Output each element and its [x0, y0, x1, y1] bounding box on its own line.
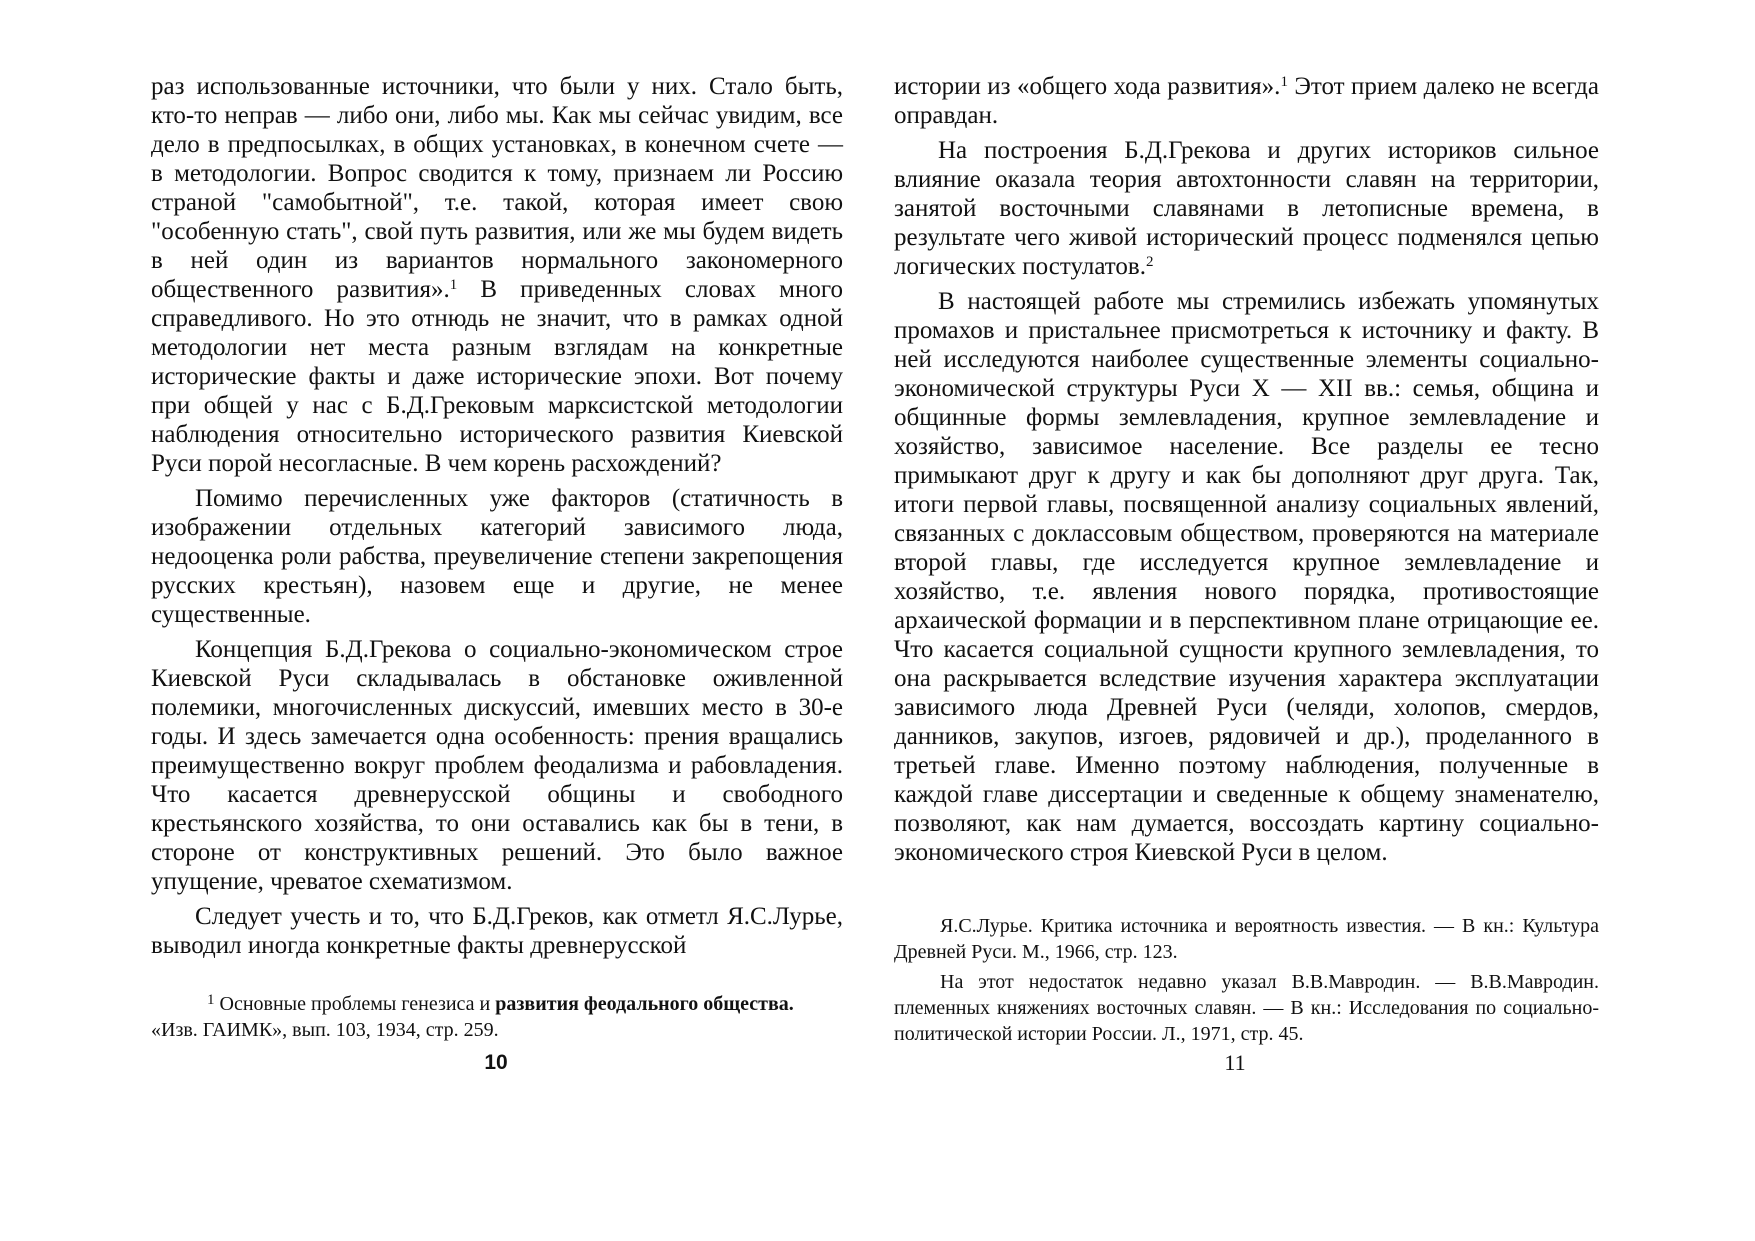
footnote: Я.С.Лурье. Критика источника и вероятность известия. — В кн.: Культура Древней Руси. М., 1966, стр. 123.: [894, 915, 1599, 963]
footnote-reference: 1: [449, 277, 458, 293]
footnote: На этот недостаток недавно указал В.В.Мавродин. — В.В.Мавродин. племенных княжениях восточных славян. — В кн.: Исследования по социально-политической истории России. Л., 1971, стр. 45.: [894, 971, 1599, 1045]
footnote: [151, 991, 843, 1017]
paragraph: [894, 136, 1599, 281]
page-number: 11: [1224, 1050, 1246, 1075]
left-page: [0, 0, 877, 1241]
paragraph: [151, 72, 843, 478]
left-page-footnotes: [151, 991, 843, 1043]
footnote-text: Основные проблемы генезиса и: [214, 993, 496, 1015]
paragraph: Следует учесть и то, что Б.Д.Греков, как отметл Я.С.Лурье, выводил иногда конкретные факты древнерусской: [151, 903, 843, 959]
paragraph: Помимо перечисленных уже факторов (статичность в изображении отдельных категорий зависимого люда, недооценка роли рабства, преувеличение степени закрепощения русских крестьян), назовем еще и другие, не менее существенные.: [151, 485, 843, 628]
paragraph-text: истории из «общего хода развития».: [894, 73, 1281, 100]
paragraph-text: Этот прием далеко не всегда оправдан.: [894, 73, 1599, 129]
paragraph: В настоящей работе мы стремились избежать упомянутых промахов и пристальнее присмотреться к источнику и факту. В ней исследуются наиболее существенные элементы социально-экономической структуры Руси X — XII вв.: семья, община и общинные формы землевладения, крупное землевладение и хозяйство, зависимое население. Все разделы ее тесно примыкают друг к другу и как бы дополняют друг друга. Так, итоги первой главы, посвященной анализу социальных явлений, связанных с доклассовым обществом, проверяются на материале второй главы, где исследуется крупное землевладение и хозяйство, т.е. явления нового порядка, противостоящие архаической формации и в перспективном плане отрицающие ее. Что касается социальной сущности крупного землевладения, то она раскрывается вследствие изучения характера эксплуатации зависимого люда Древней Руси (челяди, холопов, смердов, данников, закупов, изгоев, рядовичей и др.), проделанного в третьей главе. Именно поэтому наблюдения, полученные в каждой главе диссертации и сведенные к общему знаменателю, позволяют, как нам думается, воссоздать картину социально-экономического строя Киевской Руси в целом.: [894, 288, 1599, 866]
paragraph: [894, 72, 1599, 130]
right-page: [877, 0, 1755, 1241]
left-page-body-text: [151, 72, 843, 960]
footnote-line: «Изв. ГАИМК», вып. 103, 1934, стр. 259.: [151, 1019, 499, 1041]
footnote-bold-text: развития феодального общества.: [495, 993, 794, 1015]
footnote-reference: 2: [1145, 254, 1154, 270]
footnote-reference: 1: [1280, 74, 1288, 90]
paragraph: Концепция Б.Д.Грекова о социально-экономическом строе Киевской Руси складывалась в обстановке оживленной полемики, многочисленных дискуссий, имевших место в 30-е годы. И здесь замечается одна особенность: прения вращались преимущественно вокруг проблем феодализма и рабовладения. Что касается древнерусской общины и свободного крестьянского хозяйства, то они оставались как бы в тени, в стороне от конструктивных решений. Это было важное упущение, чреватое схематизмом.: [151, 636, 843, 895]
paragraph-text: В приведенных словах много справедливого. Но это отнюдь не значит, что в рамках одной методологии нет места разным взглядам на конкретные исторические факты и даже исторические эпохи. Вот почему при общей у нас с Б.Д.Грековым марксистской методологии наблюдения относительно исторического развития Киевской Руси порой несогласные. В чем корень расхождений?: [151, 276, 844, 477]
footnote-marker: 1: [207, 992, 215, 1008]
paragraph-text: раз использованные источники, что были у них. Стало быть, кто-то неправ — либо они, либо мы. Как мы сейчас увидим, все дело в предпосылках, в общих установках, в конечном счете — в методологии. Вопрос сводится к тому, признаем ли Россию страной "самобытной", т.е. такой, которая имеет свою "особенную стать", свой путь развития, или же мы будем видеть в ней один из вариантов нормального закономерного общественного развития».: [151, 73, 843, 303]
page-number: 10: [484, 1051, 508, 1074]
right-page-footnotes: [894, 913, 1599, 1047]
right-page-body-text: [894, 72, 1599, 867]
paragraph-text: На построения Б.Д.Грекова и других историков сильное влияние оказала теория автохтонности славян на территории, занятой восточными славянами в летописные времена, в результате чего живой исторический процесс подменялся цепью логических постулатов.: [894, 137, 1599, 280]
